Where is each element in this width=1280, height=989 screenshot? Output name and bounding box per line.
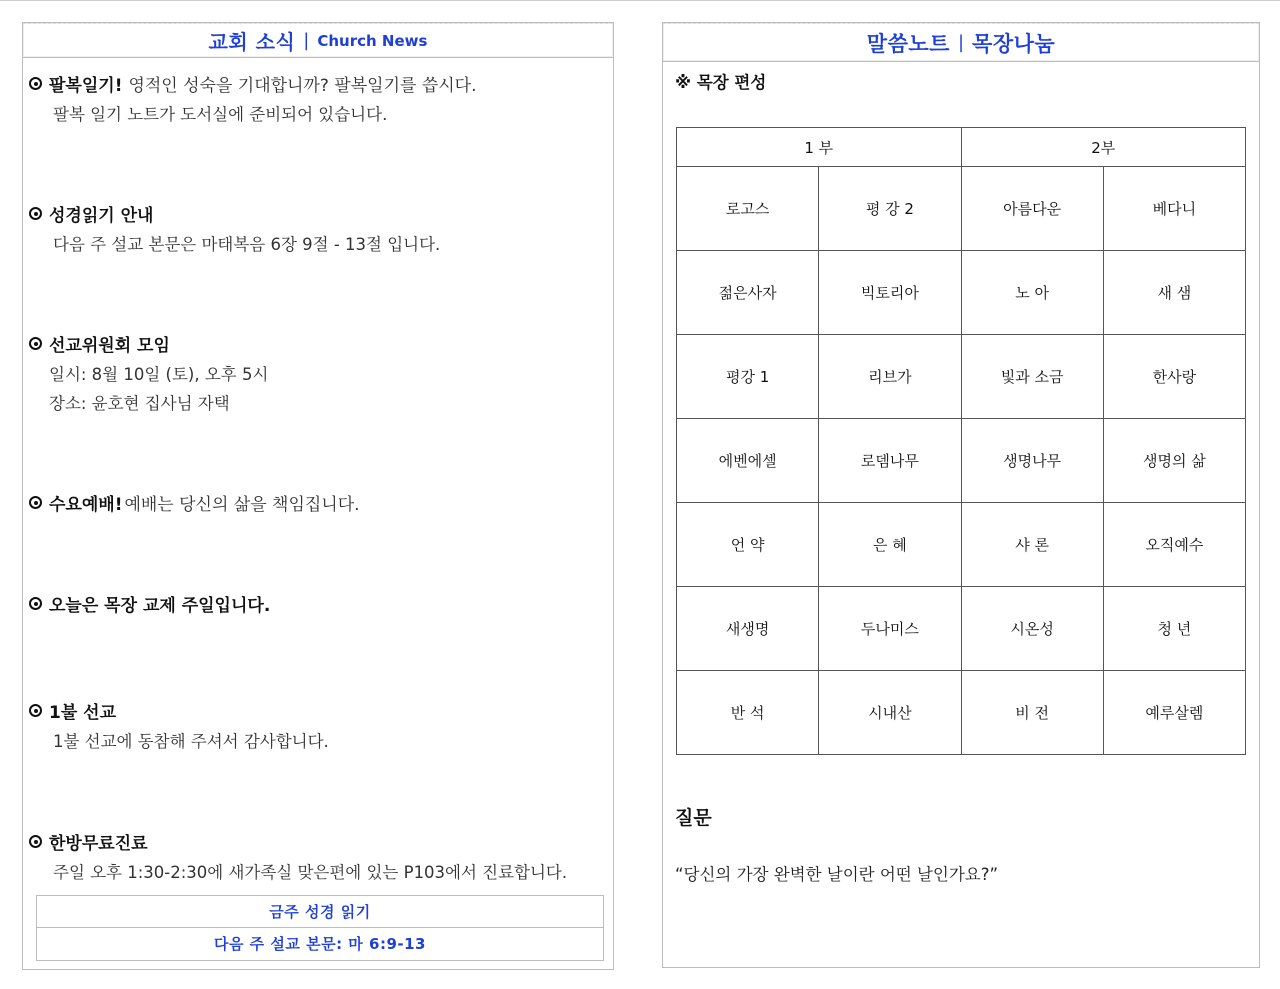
news-item-inline: 예배는 당신의 삶을 책임집니다.: [124, 495, 360, 515]
weekly-reading-text: 다음 주 설교 본문: 마 6:9-13: [37, 927, 603, 959]
news-item-line: 팔복 일기 노트가 도서실에 준비되어 있습니다.: [53, 105, 388, 124]
header-subtitle: 목장나눔: [972, 31, 1056, 56]
table-cell: 생명의 삶: [1103, 419, 1245, 503]
table-cell: 언 약: [677, 503, 819, 587]
table-row: [677, 335, 1246, 419]
weekly-reading-title: 금주 성경 읽기: [269, 903, 371, 921]
table-cell: 샤 론: [961, 503, 1103, 587]
weekly-reading-box: [36, 895, 604, 961]
bullet-icon: [29, 337, 42, 350]
table-cell: 시내산: [819, 671, 961, 755]
sermon-note-header: [663, 23, 1259, 62]
table-cell: 비 전: [961, 671, 1103, 755]
news-item-beatitudes: [29, 71, 477, 125]
table-row: [677, 419, 1246, 503]
news-item-title: 1불 선교: [49, 703, 117, 723]
news-item-title: 선교위원회 모임: [49, 336, 170, 356]
table-cell: 청 년: [1103, 587, 1245, 671]
table-row: [677, 587, 1246, 671]
table-header-row: [677, 128, 1246, 167]
news-item-title: 한방무료진료: [49, 834, 148, 854]
table-cell: 로고스: [677, 167, 819, 251]
bullet-icon: [29, 207, 42, 220]
news-item-title: 팔복일기!: [49, 76, 123, 96]
table-cell: 빛과 소금: [961, 335, 1103, 419]
table-cell: 노 아: [961, 251, 1103, 335]
header-subtitle: Church News: [317, 31, 428, 50]
church-news-header: [23, 23, 613, 58]
group-assignment-title: ※ 목장 편성: [675, 73, 767, 92]
table-cell: 로뎀나무: [819, 419, 961, 503]
news-item-dollar-mission: [29, 698, 329, 752]
church-news-page: [22, 22, 614, 970]
table-cell: 평강 1: [677, 335, 819, 419]
table-cell: 베다니: [1103, 167, 1245, 251]
table-cell: 두나미스: [819, 587, 961, 671]
header-title: 말씀노트: [866, 31, 950, 56]
table-cell: 시온성: [961, 587, 1103, 671]
group-assignment-table: [676, 127, 1246, 755]
table-cell: 오직예수: [1103, 503, 1245, 587]
table-cell: 예루살렘: [1103, 671, 1245, 755]
table-cell: 한사랑: [1103, 335, 1245, 419]
sermon-note-page: [662, 22, 1260, 968]
table-cell: 젊은사자: [677, 251, 819, 335]
table-cell: 생명나무: [961, 419, 1103, 503]
news-item-line: 다음 주 설교 본문은 마태복음 6장 9절 - 13절 입니다.: [53, 235, 441, 254]
news-item-wednesday-service: [29, 490, 360, 515]
news-item-fellowship-sunday: [29, 591, 270, 616]
bullet-icon: [29, 597, 42, 610]
table-cell: 아름다운: [961, 167, 1103, 251]
bullet-icon: [29, 77, 42, 90]
table-cell: 리브가: [819, 335, 961, 419]
news-item-free-clinic: [29, 829, 567, 883]
table-row: [677, 503, 1246, 587]
bullet-icon: [29, 835, 42, 848]
table-row: [677, 671, 1246, 755]
top-rule: [0, 0, 1280, 1]
question-text: “당신의 가장 완벽한 날이란 어떤 날인가요?”: [675, 865, 999, 884]
header-separator: |: [957, 32, 965, 53]
table-cell: 은 혜: [819, 503, 961, 587]
news-item-title: 성경읽기 안내: [49, 206, 154, 226]
news-item-mission-meeting: [29, 331, 268, 414]
bullet-icon: [29, 496, 42, 509]
table-row: [677, 167, 1246, 251]
table-cell: 새생명: [677, 587, 819, 671]
bullet-icon: [29, 704, 42, 717]
table-cell: 반 석: [677, 671, 819, 755]
table-cell: 빅토리아: [819, 251, 961, 335]
table-cell: 새 샘: [1103, 251, 1245, 335]
news-item-bible-reading: [29, 201, 440, 255]
news-item-line: 일시: 8월 10일 (토), 오후 5시: [49, 365, 269, 384]
question-title: 질문: [675, 807, 712, 829]
news-item-title: 오늘은 목장 교제 주일입니다.: [49, 596, 271, 616]
table-header-cell: 1 부: [677, 128, 962, 167]
news-item-line: 1불 선교에 동참해 주셔서 감사합니다.: [53, 732, 329, 751]
table-cell: 에벤에셀: [677, 419, 819, 503]
news-item-line: 장소: 윤호현 집사님 자택: [49, 394, 230, 413]
header-title: 교회 소식: [208, 30, 296, 54]
news-item-line: 주일 오후 1:30-2:30에 새가족실 맞은편에 있는 P103에서 진료합니다.: [53, 863, 568, 882]
header-separator: |: [303, 30, 310, 51]
table-cell: 평 강 2: [819, 167, 961, 251]
news-item-inline: 영적인 성숙을 기대합니까? 팔복일기를 씁시다.: [128, 76, 477, 96]
news-item-title: 수요예배!: [49, 495, 123, 515]
table-row: [677, 251, 1246, 335]
table-header-cell: 2부: [961, 128, 1246, 167]
